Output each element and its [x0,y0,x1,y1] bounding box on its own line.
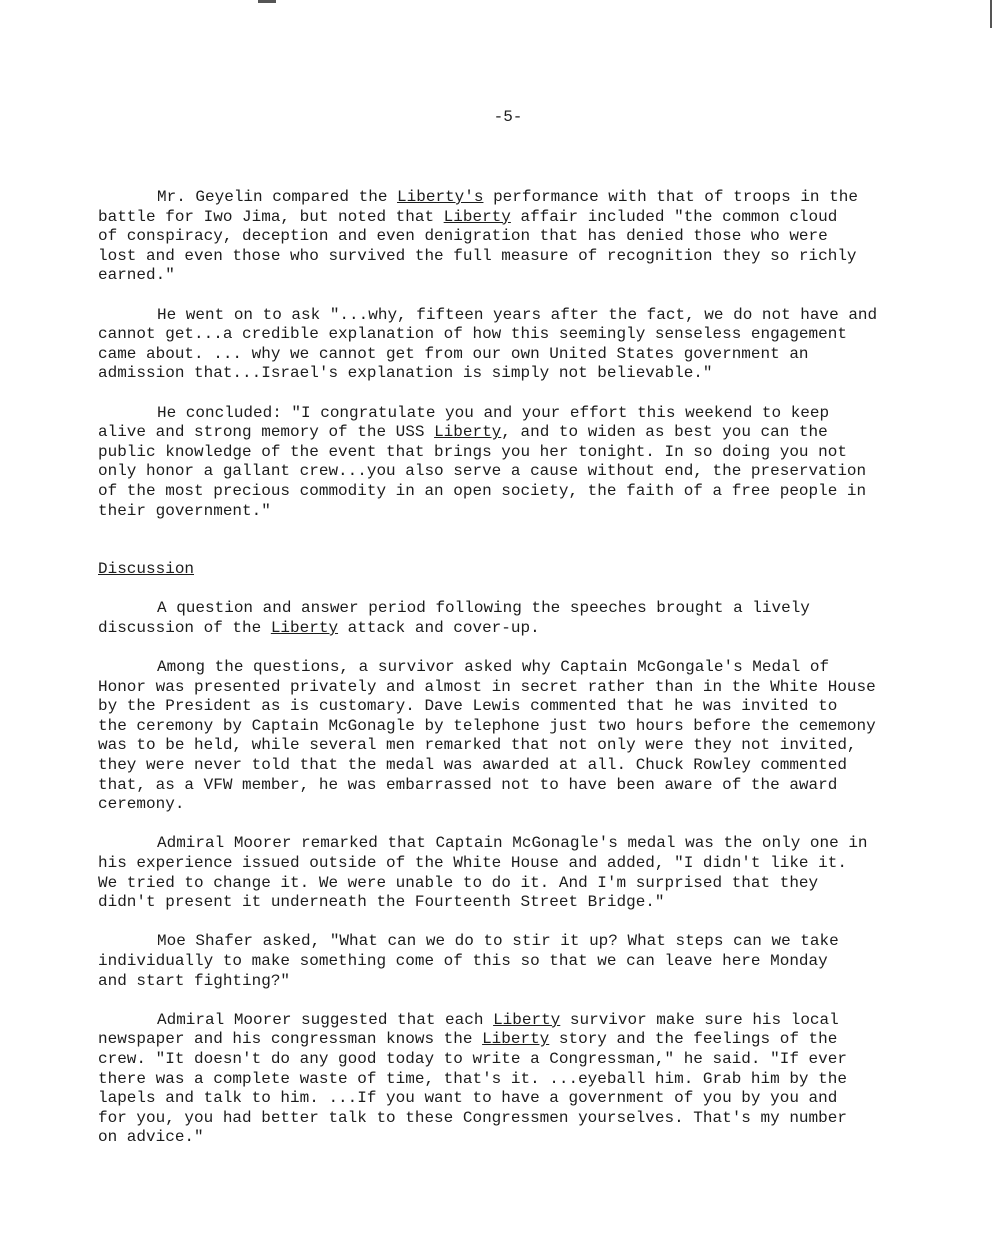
underlined-ship-name: Liberty [493,1010,561,1029]
section-heading: Discussion [98,560,195,579]
paragraph-text: , and to widen as best you can the public knowledge of the event that brings you her tonight. In so doing you not only honor a gallant crew...you also serve a cause without end, the preservation of the most precious commodity in an open society, the faith of a free people in their government." [98,423,867,520]
section-top [98,188,908,521]
paragraph-text: story and the feelings of the crew. "It doesn't do any good today to write a Congressman," he said. "If ever there was a complete waste of time, that's it. ...eyeball him. Grab him by the lapels and talk to him. ...If you want to have a government of you by you and for you, you had better talk to these Congressmen yourselves. That's my number on advice." [98,1030,847,1147]
paragraph [98,599,908,638]
underlined-ship-name: Liberty [434,423,502,442]
scan-mark-top [258,0,276,3]
paragraph-text: attack and cover-up. [338,618,540,637]
paragraph-text: Among the questions, a survivor asked why Captain McGongale's Medal of Honor was presented privately and almost in secret rather than in the White House by the President as is customary. Dave Lewis commented that he was invited to the ceremony by Captain McGonagle by telephone just two hours before the cememony was to be held, while several men remarked that not only were they not invited, they were never told that the medal was awarded at all. Chuck Rowley commented that, as a VFW member, he was embarrassed not to have been aware of the award ceremony. [98,658,876,814]
paragraph-text: Admiral Moorer suggested that each [157,1010,494,1029]
paragraph-text: He went on to ask "...why, fifteen years after the fact, we do not have and cannot get...a credible explanation of how this seemingly senseless engagement came about. ... why we cannot get from our own United States government an admission that...Israel's explanation is simply not believable." [98,305,878,383]
paragraph-text: survivor make sure his local newspaper and his congressman knows the [98,1010,839,1049]
document-body [98,188,908,1168]
paragraph-text: Mr. Geyelin compared the [157,188,398,206]
paragraph-text: performance with that of troops in the battle for Iwo Jima, but noted that [98,188,858,226]
section-discussion [98,599,908,1148]
paragraph [98,404,908,522]
paragraph [98,188,908,286]
underlined-ship-name: Liberty's [397,188,484,206]
paragraph-text: Admiral Moorer remarked that Captain McGonagle's medal was the only one in his experience issued outside of the White House and added, "I didn't like it. We tried to change it. We were unable to do it. And I'm surprised that they didn't present it underneath the Fourteenth Street Bridge." [98,834,868,912]
underlined-ship-name: Liberty [270,618,339,637]
paragraph [98,932,908,991]
page-number: -5- [493,108,523,126]
paragraph [98,658,908,815]
paragraph [98,1011,908,1148]
underlined-ship-name: Liberty [482,1030,550,1049]
paragraph [98,306,908,384]
underlined-ship-name: Liberty [443,207,511,226]
paragraph-text: A question and answer period following the speeches brought a lively discussion of the [98,599,810,637]
paragraph-text: affair included "the common cloud of conspiracy, deception and even denigration that has denied those who were lost and even those who survived the full measure of recognition they so richly earned." [98,207,857,285]
paragraph-text: He concluded: "I congratulate you and your effort this weekend to keep alive and strong memory of the USS [98,403,830,442]
scan-mark-right [990,0,992,28]
paragraph [98,834,908,912]
paragraph-text: Moe Shafer asked, "What can we do to stir it up? What steps can we take individually to make something come of this so that we can leave here Monday and start fighting?" [98,932,839,990]
